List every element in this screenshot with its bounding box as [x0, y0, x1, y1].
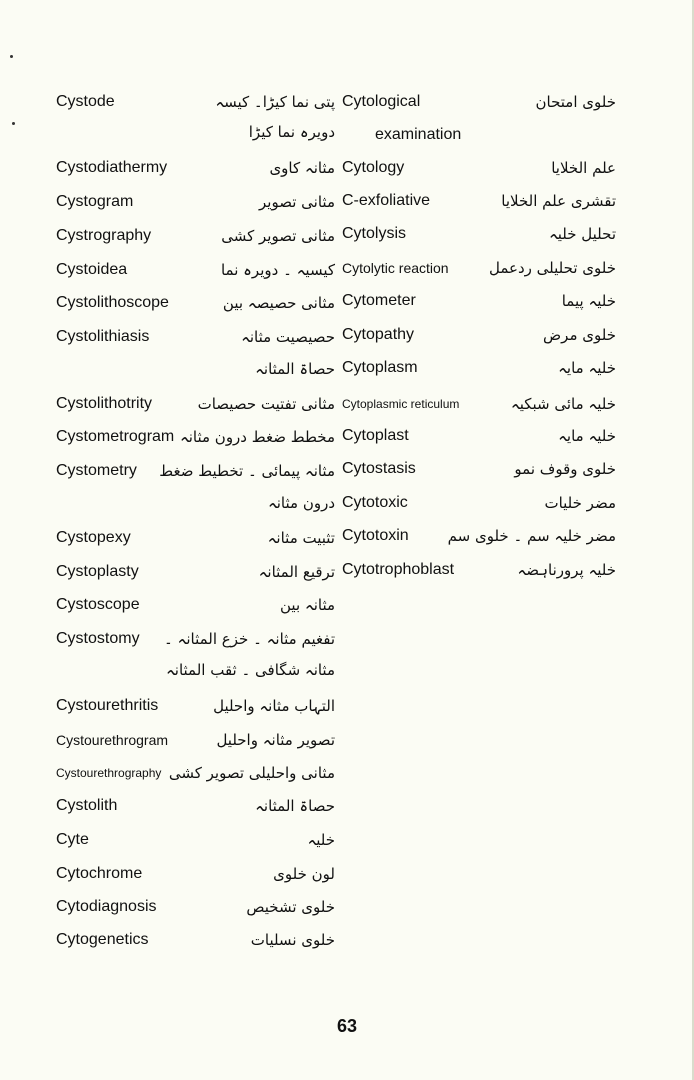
english-term: Cystoidea	[56, 261, 128, 278]
english-term: Cystrography	[56, 227, 152, 244]
english-term: Cystode	[56, 93, 115, 110]
english-term: Cyte	[56, 831, 89, 848]
english-term: Cytometer	[342, 292, 416, 309]
urdu-translation: مضر خلیات	[544, 494, 616, 512]
english-term: Cystoplasty	[56, 563, 139, 580]
english-term: Cystogram	[56, 193, 134, 210]
english-term: Cystometrogram	[56, 428, 175, 445]
urdu-translation: خلیہ	[307, 831, 335, 849]
english-term: Cystoscope	[56, 596, 140, 613]
english-term: Cytolytic reaction	[342, 260, 449, 276]
urdu-translation: التہاب مثانہ واحلیل	[213, 697, 335, 715]
english-term: Cystopexy	[56, 529, 131, 546]
urdu-translation: خلوی تحلیلی ردعمل	[489, 259, 616, 277]
english-term: Cytoplasm	[342, 359, 418, 376]
urdu-translation: پتی نما کیڑا۔ کیسہ	[215, 93, 335, 111]
urdu-translation: تثبیت مثانہ	[267, 529, 335, 547]
urdu-translation: لون خلوی	[273, 865, 335, 883]
english-term: Cytology	[342, 159, 405, 176]
english-term: Cytotoxin	[342, 527, 409, 544]
urdu-translation: مثانی واحلیلی تصویر کشی	[168, 764, 335, 782]
english-term: Cystourethritis	[56, 697, 159, 714]
page-speck	[12, 122, 15, 125]
urdu-translation: مخطط ضغط درون مثانہ	[179, 428, 335, 446]
urdu-translation: حصاۃ المثانہ	[255, 360, 335, 378]
urdu-translation: مثانی حصیصہ بین	[222, 294, 335, 312]
english-term: Cystolithotrity	[56, 395, 153, 412]
english-term: Cystodiathermy	[56, 159, 168, 176]
urdu-translation: خلوی تشخیص	[246, 898, 335, 916]
urdu-translation: علم الخلایا	[551, 159, 616, 177]
urdu-translation: تصویر مثانہ واحلیل	[216, 731, 335, 749]
english-term: Cytotoxic	[342, 494, 408, 511]
page-number: 63	[336, 1016, 358, 1036]
english-term: Cytolysis	[342, 225, 407, 242]
urdu-translation: دویرہ نما کیڑا	[248, 123, 335, 141]
english-term: Cytogenetics	[56, 931, 149, 948]
english-term: Cystourethrography	[56, 766, 162, 780]
page-speck	[10, 55, 13, 58]
urdu-translation: حصاۃ المثانہ	[255, 797, 335, 815]
english-term: Cystolithoscope	[56, 294, 169, 311]
english-term: Cytoplast	[342, 427, 409, 444]
english-term: Cytoplasmic reticulum	[342, 397, 460, 411]
urdu-translation: مثانہ شگافی ۔ ثقب المثانہ	[165, 661, 335, 679]
urdu-translation: خلوی وقوف نمو	[514, 460, 616, 478]
urdu-translation: تقشری علم الخلایا	[501, 192, 616, 210]
urdu-translation: خلیہ مایہ	[558, 427, 616, 445]
urdu-translation: خلیہ مایہ	[558, 359, 616, 377]
urdu-translation: مثانہ کاوی	[269, 159, 335, 177]
urdu-translation: تحلیل خلیہ	[548, 225, 616, 243]
urdu-translation: حصیصیت مثانہ	[241, 328, 335, 346]
urdu-translation: خلوی امتحان	[535, 93, 616, 111]
urdu-translation: خلوی نسلیات	[250, 931, 335, 949]
urdu-translation: مثانی تفتیت حصیصات	[197, 395, 335, 413]
urdu-translation: تفغیم مثانہ ۔ خزع المثانہ ۔	[164, 630, 335, 648]
urdu-translation: مثانی تصویر	[259, 193, 335, 211]
english-term: Cystourethrogram	[56, 732, 169, 748]
urdu-translation: خلیہ پیما	[561, 292, 616, 310]
urdu-translation: مثانی تصویر کشی	[221, 227, 335, 245]
urdu-translation: مضر خلیہ سم ۔ خلوی سم	[447, 527, 616, 545]
urdu-translation: خلیہ مائی شبکیہ	[510, 395, 616, 413]
english-term: C-exfoliative	[342, 192, 431, 209]
english-term: Cystometry	[56, 462, 137, 479]
english-term: Cytodiagnosis	[56, 898, 157, 915]
urdu-translation: مثانہ پیمائی ۔ تخطیط ضغط	[159, 462, 335, 480]
english-term: Cytotrophoblast	[342, 561, 455, 578]
urdu-translation: مثانہ بین	[280, 596, 335, 614]
english-term: Cytostasis	[342, 460, 416, 477]
english-term: Cystostomy	[56, 630, 140, 647]
english-term: Cytopathy	[342, 326, 415, 343]
english-term: Cystolith	[56, 797, 118, 814]
urdu-translation: خلیہ پرورناہضہ	[517, 561, 616, 579]
english-term: examination	[375, 126, 462, 143]
urdu-translation: خلوی مرض	[543, 326, 616, 344]
english-term: Cytochrome	[56, 865, 143, 882]
urdu-translation: کیسیہ ۔ دویرہ نما	[220, 261, 335, 279]
english-term: Cytological	[342, 93, 421, 110]
english-term: Cystolithiasis	[56, 328, 150, 345]
urdu-translation: درون مثانہ	[267, 494, 335, 512]
urdu-translation: ترقیع المثانہ	[258, 563, 335, 581]
